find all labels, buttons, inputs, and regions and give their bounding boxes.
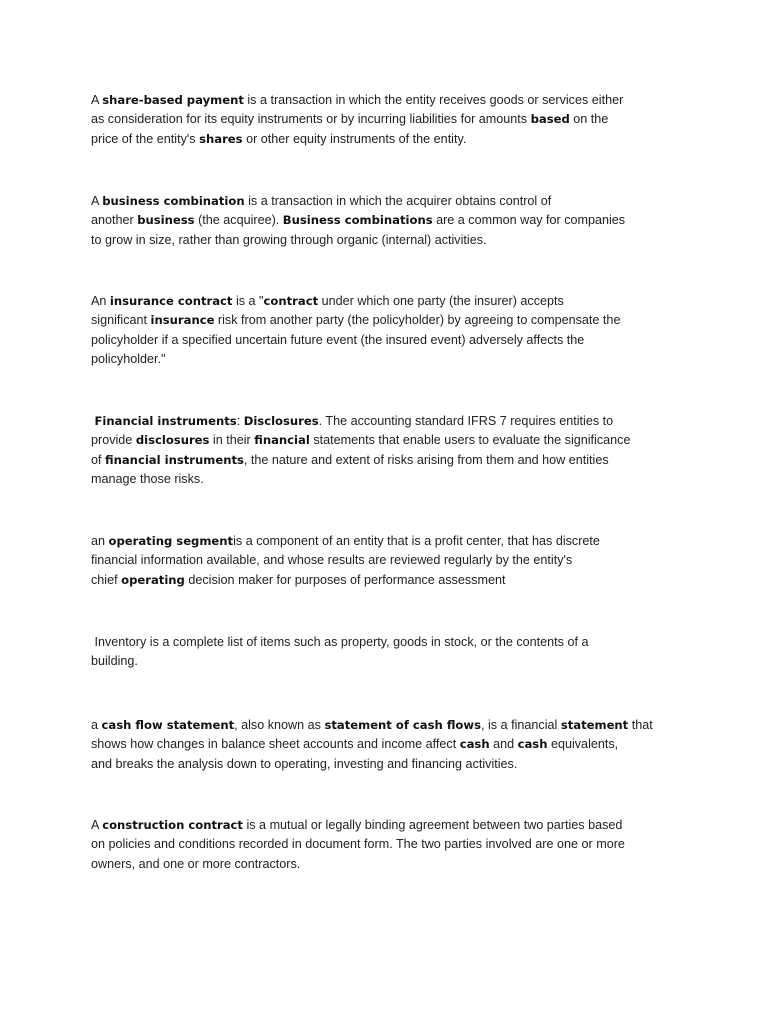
text-run: is a component of an entity that is a profit center, that has discrete (233, 534, 600, 548)
paragraph-share-based-payment (91, 91, 691, 149)
bold-term: contract (263, 294, 319, 308)
text-run: in their (209, 433, 255, 448)
bold-term: insurance (150, 313, 215, 328)
text-run: owners, and one or more contractors. (91, 856, 301, 871)
text-run: , is a financial (481, 718, 561, 732)
text-run: is a " (232, 294, 264, 308)
paragraph-business-combination (91, 192, 691, 250)
text-run: and breaks the analysis down to operating, investing and financing activities. (91, 756, 518, 771)
bold-term: cash flow statement (101, 718, 235, 732)
text-run: are a common way for companies (432, 213, 626, 228)
text-run: financial information available, and whose results are reviewed regularly by the entity's (91, 553, 573, 568)
bold-term: based (530, 112, 570, 127)
text-run: , also known as (234, 718, 325, 732)
bold-term: disclosures (135, 433, 210, 448)
text-run: decision maker for purposes of performance assessment (184, 572, 506, 587)
text-run: price of the entity's (91, 131, 200, 146)
text-run: . The accounting standard IFRS 7 requires entities to (318, 414, 614, 428)
bold-term: insurance contract (109, 294, 233, 308)
paragraph-operating-segment (91, 532, 691, 590)
paragraph-financial-instruments (91, 412, 691, 489)
text-run: a (91, 718, 102, 732)
bold-term: statement (560, 718, 629, 732)
paragraph-insurance-contract (91, 292, 691, 369)
text-run: chief (91, 572, 122, 587)
text-run: policyholder if a specified uncertain future event (the insured event) adversely affects the (91, 332, 585, 347)
bold-term: construction contract (102, 818, 243, 832)
bold-term: share-based payment (102, 93, 244, 107)
text-run: or other equity instruments of the entity. (242, 131, 467, 146)
text-run: manage those risks. (91, 471, 204, 486)
text-run: on policies and conditions recorded in document form. The two parties involved are one or more (91, 837, 625, 852)
text-run: as consideration for its equity instruments or by incurring liabilities for amounts (91, 112, 531, 127)
text-run: A (91, 818, 103, 832)
text-run: provide (91, 433, 136, 448)
text-run: policyholder." (91, 351, 166, 366)
text-run: that (628, 718, 653, 732)
bold-term: cash (517, 737, 548, 752)
text-run: another (91, 213, 138, 228)
bold-term: cash (459, 737, 490, 752)
bold-term: operating segment (108, 534, 234, 548)
bold-term: business (137, 213, 195, 228)
text-run: is a mutual or legally binding agreement between two parties based (242, 818, 623, 832)
bold-term: financial (254, 433, 310, 448)
text-run: A (91, 93, 103, 107)
paragraph-inventory (91, 633, 691, 672)
text-run: under which one party (the insurer) accepts (318, 294, 564, 308)
text-run: statements that enable users to evaluate the significance (309, 433, 631, 448)
text-run: on the (569, 112, 609, 127)
text-run: to grow in size, rather than growing through organic (internal) activities. (91, 232, 487, 247)
text-run: (the acquiree). (194, 213, 283, 228)
text-run: , the nature and extent of risks arising from them and how entities (243, 452, 609, 467)
paragraph-cash-flow-statement (91, 716, 691, 774)
text-run: shows how changes in balance sheet accounts and income affect (91, 737, 460, 752)
text-run: is a transaction in which the entity receives goods or services either (243, 93, 624, 107)
paragraph-construction-contract (91, 816, 691, 874)
text-run: an (91, 534, 109, 548)
bold-term: shares (199, 131, 243, 146)
text-run: An (91, 294, 110, 308)
bold-term: business combination (102, 194, 245, 208)
bold-term: financial instruments (105, 452, 244, 467)
text-run: is a transaction in which the acquirer obtains control of (244, 194, 552, 208)
text-run: of (91, 452, 106, 467)
text-run: risk from another party (the policyholder) by agreeing to compensate the (214, 313, 621, 328)
bold-term: Disclosures (243, 414, 319, 428)
text-run: building. (91, 654, 138, 669)
text-run: and (489, 737, 518, 752)
bold-term: Financial instruments (94, 414, 237, 428)
text-run: Inventory is a complete list of items such as property, goods in stock, or the contents of a (91, 635, 589, 649)
text-run: significant (91, 313, 151, 328)
bold-term: operating (121, 572, 185, 587)
text-run: equivalents, (547, 737, 619, 752)
bold-term: Business combinations (282, 213, 433, 228)
text-run: A (91, 194, 103, 208)
text-run: : (236, 414, 244, 428)
bold-term: statement of cash flows (324, 718, 481, 732)
